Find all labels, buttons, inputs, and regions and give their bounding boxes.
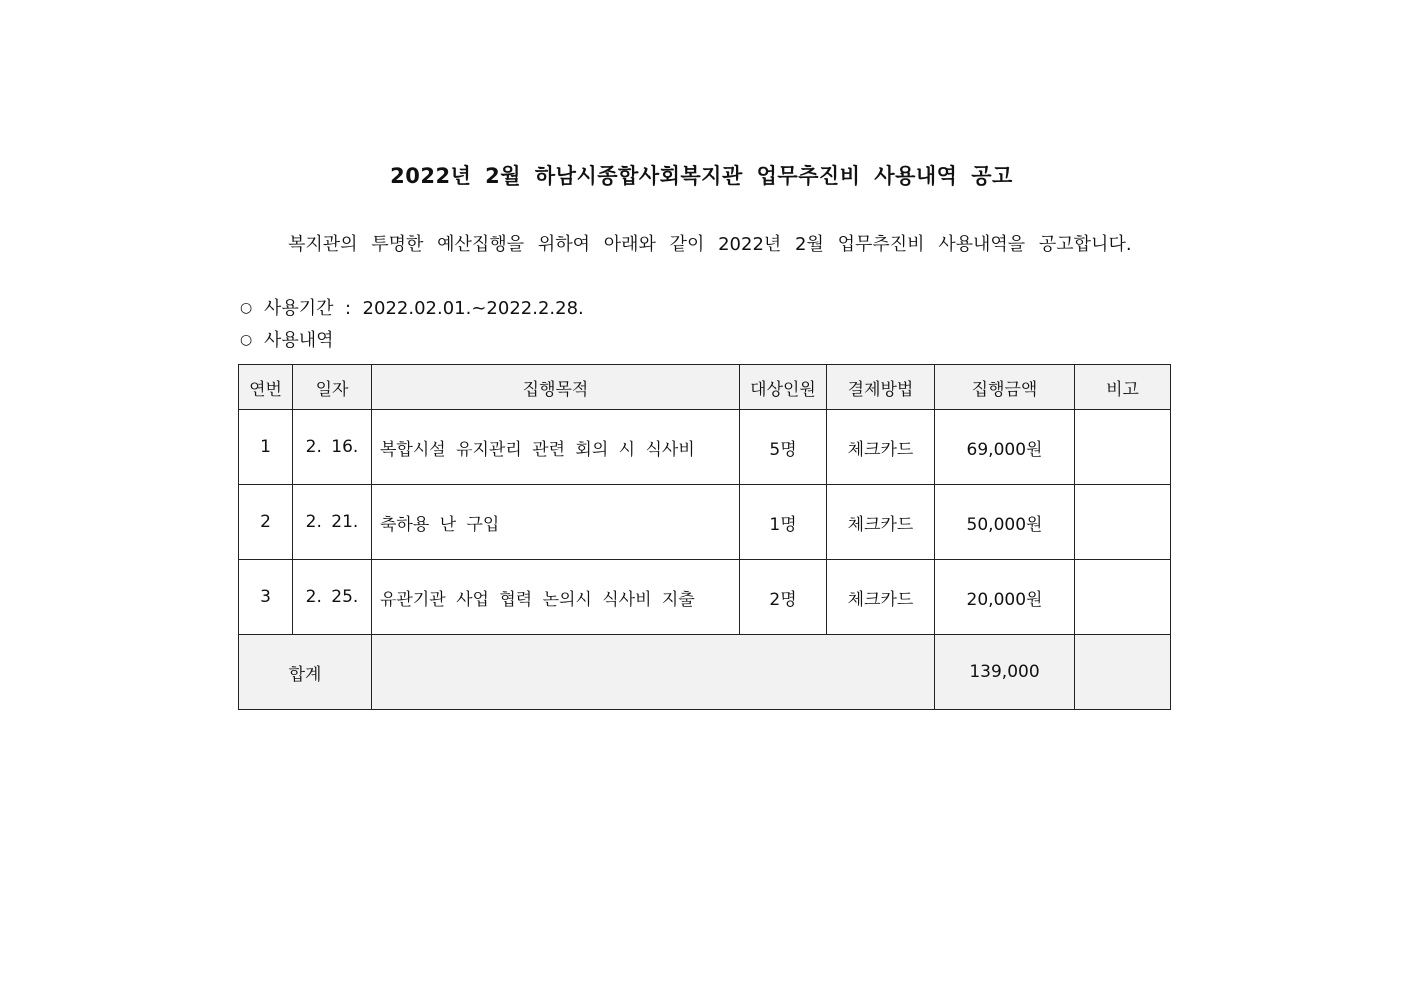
header-purpose: 집행목적: [372, 365, 740, 410]
intro-text: 복지관의 투명한 예산집행을 위하여 아래와 같이 2022년 2월 업무추진비 사용내역을 공고합니다.: [288, 234, 1132, 255]
cell-purpose: 복합시설 유지관리 관련 회의 시 식사비: [372, 410, 740, 485]
cell-date: 2. 25.: [293, 560, 372, 635]
cell-amount: 69,000원: [935, 410, 1075, 485]
total-amount: 139,000: [935, 635, 1075, 710]
cell-amount: 50,000원: [935, 485, 1075, 560]
cell-no: 2: [239, 485, 293, 560]
total-spacer: [372, 635, 935, 710]
expense-table: [238, 364, 1171, 710]
total-label: 합계: [239, 635, 372, 710]
header-note: 비고: [1075, 365, 1171, 410]
total-note: [1075, 635, 1171, 710]
cell-persons: 5명: [740, 410, 827, 485]
cell-note: [1075, 560, 1171, 635]
cell-date: 2. 16.: [293, 410, 372, 485]
page-title: 2022년 2월 하남시종합사회복지관 업무추진비 사용내역 공고: [390, 164, 1013, 188]
usage-period-line: [240, 294, 584, 320]
header-payment: 결제방법: [827, 365, 935, 410]
header-date: 일자: [293, 365, 372, 410]
cell-no: 1: [239, 410, 293, 485]
cell-date: 2. 21.: [293, 485, 372, 560]
bullet-circle-icon: ○: [240, 300, 253, 316]
usage-period-label: 사용기간: [264, 298, 334, 319]
bullet-circle-icon: ○: [240, 332, 253, 348]
header-no: 연번: [239, 365, 293, 410]
cell-payment: 체크카드: [827, 560, 935, 635]
cell-note: [1075, 410, 1171, 485]
cell-persons: 2명: [740, 560, 827, 635]
table-total-row: [239, 635, 1171, 710]
usage-period-value: 2022.02.01.~2022.2.28.: [362, 298, 584, 319]
cell-note: [1075, 485, 1171, 560]
table-row: [239, 410, 1171, 485]
table-header-row: [239, 365, 1171, 410]
cell-amount: 20,000원: [935, 560, 1075, 635]
usage-detail-label: 사용내역: [264, 330, 334, 351]
table-row: [239, 560, 1171, 635]
cell-payment: 체크카드: [827, 410, 935, 485]
table-row: [239, 485, 1171, 560]
usage-period-separator: :: [345, 298, 352, 319]
cell-purpose: 축하용 난 구입: [372, 485, 740, 560]
header-persons: 대상인원: [740, 365, 827, 410]
cell-no: 3: [239, 560, 293, 635]
cell-payment: 체크카드: [827, 485, 935, 560]
header-amount: 집행금액: [935, 365, 1075, 410]
cell-purpose: 유관기관 사업 협력 논의시 식사비 지출: [372, 560, 740, 635]
usage-detail-line: [240, 326, 334, 352]
cell-persons: 1명: [740, 485, 827, 560]
